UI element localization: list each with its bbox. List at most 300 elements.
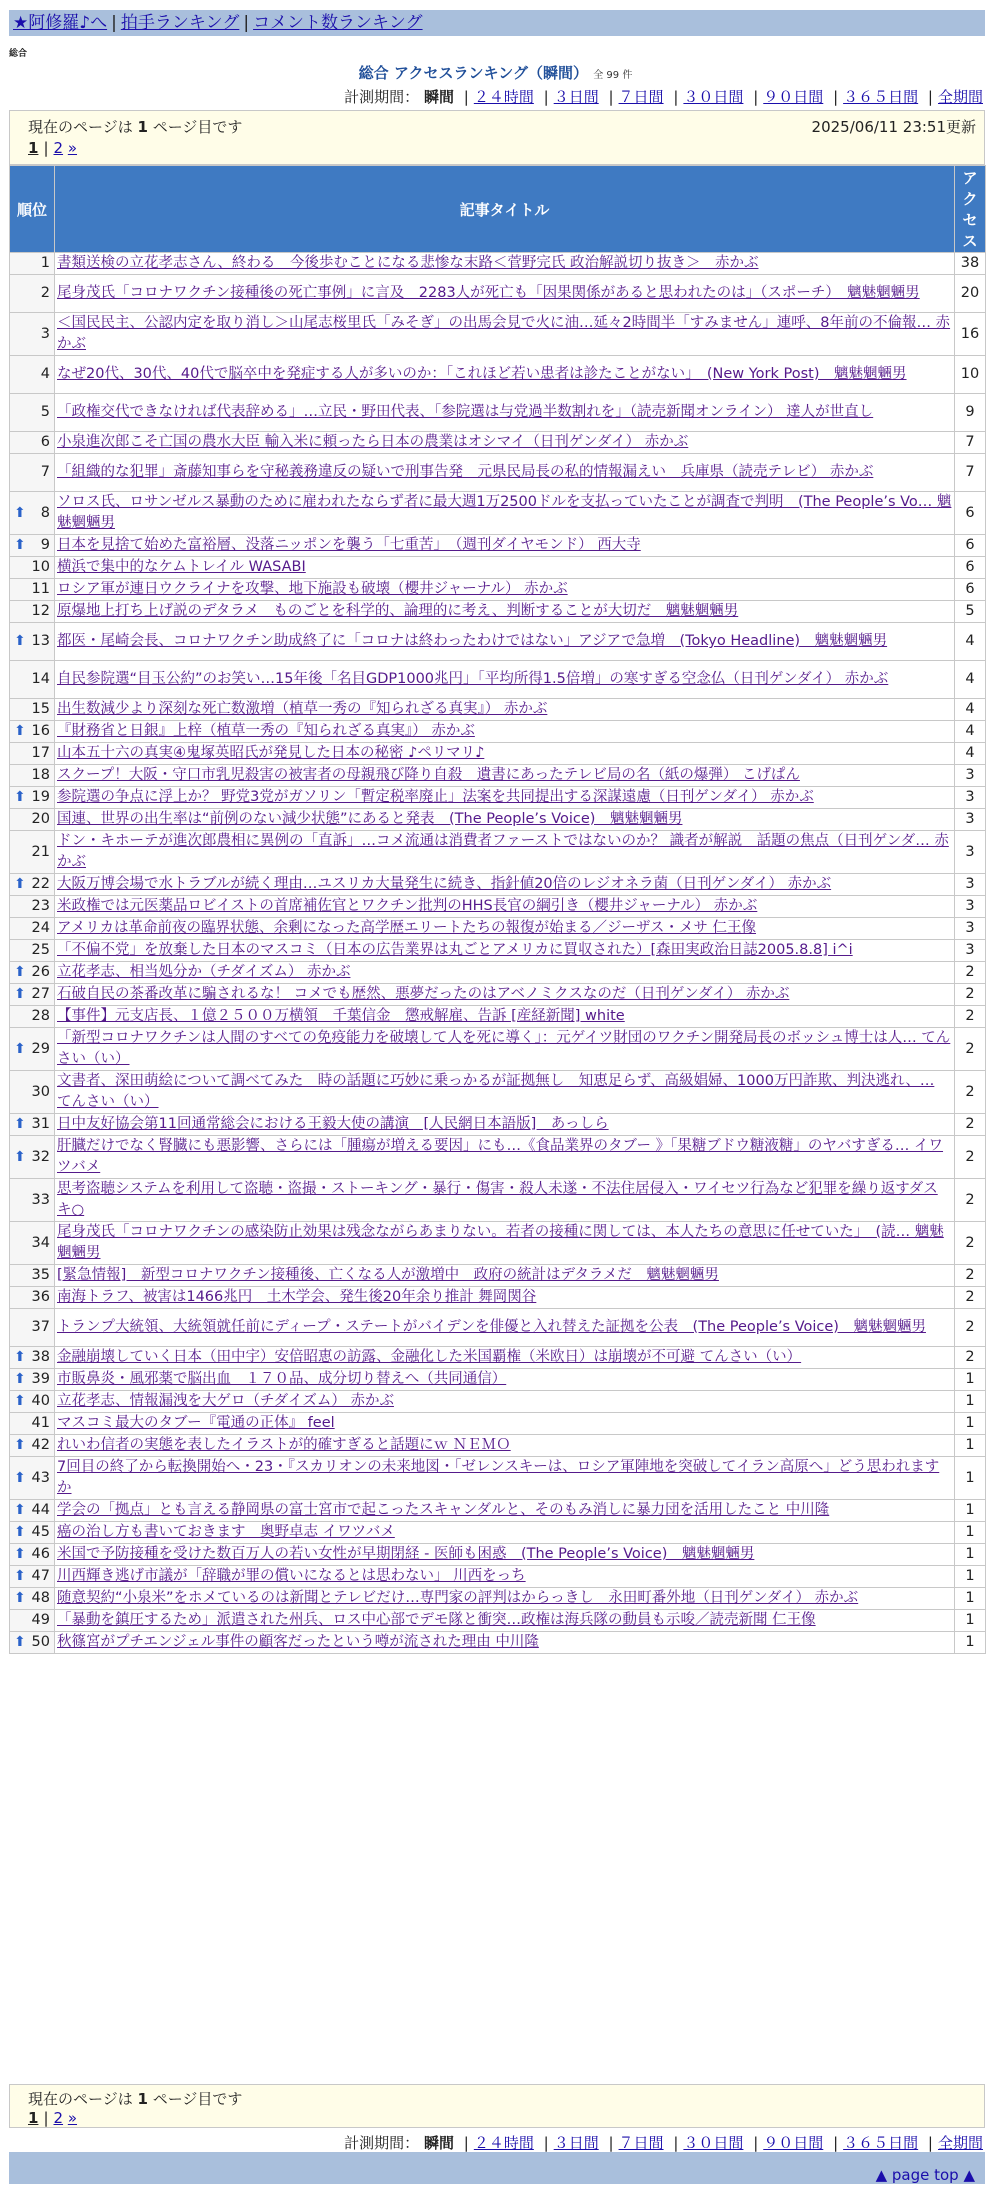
column-header-access: アクセス [955, 166, 986, 253]
table-row [10, 1265, 986, 1287]
access-count: 2 [955, 962, 986, 984]
table-row [10, 962, 986, 984]
article-title-link[interactable]: 市販鼻炎・風邪薬で脳出血 １７０品、成分切り替えへ（共同通信） [57, 1371, 507, 1387]
table-row [10, 1071, 986, 1114]
title-cell [55, 253, 955, 275]
title-cell [55, 962, 955, 984]
article-title-link[interactable]: 石破自民の茶番改革に騙されるな！ コメでも歴然、悪夢だったのはアベノミクスなのだ（日刊ゲンダイ） 赤かぶ [57, 986, 790, 1002]
article-title-link[interactable]: ロシア軍が連日ウクライナを攻撃、地下施設も破壊（櫻井ジャーナル） 赤かぶ [57, 581, 568, 597]
title-cell [55, 721, 955, 743]
rank-number: 15 [31, 701, 50, 717]
title-cell [55, 1028, 955, 1071]
updated-timestamp: 2025/06/11 23:51更新 [811, 118, 976, 136]
rank-number: 38 [31, 1349, 50, 1365]
article-title-link[interactable]: なぜ20代、30代、40代で脳卒中を発症する人が多いのか：「これほど若い患者は診たことがない」 (New York Post) 魑魅魍魎男 [57, 366, 907, 382]
rank-cell [10, 535, 55, 557]
access-count: 4 [955, 623, 986, 661]
rank-number: 18 [31, 767, 50, 783]
rank-number: 11 [31, 581, 50, 597]
table-row [10, 1028, 986, 1071]
page-top-link[interactable]: ▲ page top ▲ [875, 2166, 975, 2184]
article-title-link[interactable]: 書類送検の立花孝志さん、終わる 今後歩むことになる悲惨な末路＜菅野完氏 政治解説切り抜き＞ 赤かぶ [57, 255, 759, 271]
table-row [10, 984, 986, 1006]
article-title-link[interactable]: ドン・キホーテが進次郎農相に異例の「直訴」…コメ流通は消費者ファーストではないのか？ 識者が解説 話題の焦点（日刊ゲンダ… 赤かぶ [57, 833, 949, 870]
rank-cell [10, 1588, 55, 1610]
title-cell [55, 454, 955, 492]
article-title-link[interactable]: 文書者、深田萌絵について調べてみた 時の話題に巧妙に乗っかるが証拠無し 知恵足らず、高級娼婦、1000万円詐欺、判決逃れ、… てんさい（い） [57, 1073, 935, 1110]
column-header-rank: 順位 [10, 166, 55, 253]
table-row [10, 661, 986, 699]
article-title-link[interactable]: 国連、世界の出生率は“前例のない減少状態”にあると発表 (The People’s Voice) 魑魅魍魎男 [57, 811, 683, 827]
rank-cell [10, 1500, 55, 1522]
article-title-link[interactable]: 「政権交代できなければ代表辞める」…立民・野田代表、「参院選は与党過半数割れを」（読売新聞オンライン） 達人が世直し [57, 404, 874, 420]
rank-number: 26 [31, 964, 50, 980]
rank-number: 32 [31, 1148, 50, 1165]
current-page-info-bottom [28, 2088, 242, 2109]
pager-next-link[interactable]: » [67, 139, 78, 157]
rank-cell [10, 1610, 55, 1632]
title-cell [55, 432, 955, 454]
access-count: 1 [955, 1500, 986, 1522]
rank-number: 27 [31, 986, 50, 1002]
table-row [10, 1369, 986, 1391]
table-row [10, 831, 986, 874]
page-info-prefix: 現在のページは [28, 118, 133, 136]
nav-link-comment-ranking[interactable]: コメント数ランキング [253, 13, 423, 33]
rank-number: 17 [31, 745, 50, 761]
article-title-link[interactable]: 南海トラフ、被害は1466兆円 土木学会、発生後20年余り推計 舞岡関谷 [57, 1289, 537, 1305]
rank-up-arrow-icon: ⬆ [14, 1349, 26, 1365]
rank-cell [10, 1028, 55, 1071]
title-cell [55, 1287, 955, 1309]
article-title-link[interactable]: [緊急情報] 新型コロナワクチン接種後、亡くなる人が激増中 政府の統計はデタラメだ 魑魅魍魎男 [57, 1267, 719, 1283]
table-row [10, 1544, 986, 1566]
title-cell [55, 601, 955, 623]
title-cell [55, 661, 955, 699]
rank-number: 48 [31, 1590, 50, 1606]
access-count: 3 [955, 918, 986, 940]
rank-cell [10, 1309, 55, 1347]
access-count: 2 [955, 1309, 986, 1347]
rank-number: 34 [31, 1234, 50, 1251]
access-count: 20 [955, 275, 986, 313]
pager-next-link[interactable]: » [67, 2109, 78, 2127]
rank-number: 43 [31, 1469, 50, 1486]
rank-cell [10, 394, 55, 432]
rank-up-arrow-icon: ⬆ [14, 876, 26, 892]
title-cell [55, 1309, 955, 1347]
period-option-30d[interactable]: ３０日間 [683, 2134, 744, 2152]
table-row [10, 492, 986, 535]
rank-number: 2 [40, 285, 50, 301]
article-title-link[interactable]: 米国で予防接種を受けた数百万人の若い女性が早期閉経 - 医師も困惑 (The People’s Voice) 魑魅魍魎男 [57, 1546, 755, 1562]
table-row [10, 275, 986, 313]
rank-up-arrow-icon: ⬆ [14, 1116, 26, 1132]
title-cell [55, 535, 955, 557]
rank-cell [10, 1071, 55, 1114]
rank-up-arrow-icon: ⬆ [14, 1590, 26, 1606]
access-count: 5 [955, 601, 986, 623]
title-cell [55, 1136, 955, 1179]
access-count: 2 [955, 1136, 986, 1179]
article-title-link[interactable]: 癌の治し方も書いておきます 奥野卓志 イワツバメ [57, 1524, 395, 1540]
table-row [10, 1435, 986, 1457]
access-count: 3 [955, 874, 986, 896]
rank-cell [10, 984, 55, 1006]
period-selector-top: 計測期間： 瞬間 | ２４時間 | ３日間 | ７日間 | ３０日間 | ９０日間 | ３６５日間 | 全期間 [344, 88, 983, 106]
access-count: 7 [955, 454, 986, 492]
nav-link-clap-ranking[interactable]: 拍手ランキング [120, 13, 240, 33]
rank-number: 19 [31, 789, 50, 805]
rank-number: 39 [31, 1371, 50, 1387]
title-cell [55, 1369, 955, 1391]
title-cell [55, 1522, 955, 1544]
title-cell [55, 1222, 955, 1265]
access-count: 4 [955, 661, 986, 699]
title-cell [55, 918, 955, 940]
rank-up-arrow-icon: ⬆ [14, 1371, 26, 1387]
access-count: 2 [955, 1028, 986, 1071]
table-header-row [10, 166, 986, 253]
rank-cell [10, 1544, 55, 1566]
access-count: 2 [955, 1347, 986, 1369]
article-title-link[interactable]: 金融崩壊していく日本（田中宇）安倍昭恵の訪露、金融化した米国覇権（米欧日）は崩壊が不可避 てんさい（い） [57, 1349, 802, 1365]
period-option-7d[interactable]: ７日間 [618, 2134, 664, 2152]
access-count: 38 [955, 253, 986, 275]
nav-separator: | [111, 13, 117, 33]
table-row [10, 1610, 986, 1632]
title-cell [55, 874, 955, 896]
page-info-suffix: ページ目です [152, 2090, 243, 2108]
access-count: 1 [955, 1632, 986, 1654]
table-row [10, 809, 986, 831]
rank-cell [10, 1347, 55, 1369]
rank-cell [10, 579, 55, 601]
pager-bottom: 1 | 2 » [28, 2109, 78, 2127]
title-cell [55, 1391, 955, 1413]
access-count: 1 [955, 1391, 986, 1413]
access-count: 1 [955, 1413, 986, 1435]
article-title-link[interactable]: 「新型コロナワクチンは人間のすべての免疫能力を破壊して人を死に導く」：元ゲイツ財団のワクチン開発局長のボッシュ博士は人… てんさい（い） [57, 1030, 951, 1067]
article-title-link[interactable]: スクープ！大阪・守口市乳児殺害の被害者の母親飛び降り自殺 遺書にあったテレビ局の名（紙の爆弾） こげぱん [57, 767, 800, 783]
period-option-3d[interactable]: ３日間 [553, 88, 599, 106]
title-cell [55, 275, 955, 313]
access-count: 1 [955, 1435, 986, 1457]
rank-up-arrow-icon: ⬆ [14, 633, 26, 649]
rank-cell [10, 831, 55, 874]
rank-cell [10, 896, 55, 918]
rank-cell [10, 940, 55, 962]
page-info-suffix: ページ目です [152, 118, 243, 136]
access-count: 4 [955, 721, 986, 743]
rank-cell [10, 623, 55, 661]
page-title-text: 総合 アクセスランキング（瞬間） [358, 64, 588, 82]
article-title-link[interactable]: 日本を見捨て始めた富裕層、没落ニッポンを襲う「七重苦」 （週刊ダイヤモンド） 西大寺 [57, 537, 641, 553]
rank-number: 30 [31, 1083, 50, 1100]
access-count: 2 [955, 1114, 986, 1136]
table-row [10, 1391, 986, 1413]
period-label: 計測期間： [344, 88, 420, 106]
access-count: 7 [955, 432, 986, 454]
rank-number: 6 [40, 434, 50, 450]
article-title-link[interactable]: れいわ信者の実態を表したイラストが的確すぎると話題にｗ ＮＥＭＯ [57, 1437, 511, 1453]
title-cell [55, 1179, 955, 1222]
access-count: 1 [955, 1369, 986, 1391]
article-title-link[interactable]: 川西輝き逃げ市議が「辞職が罪の償いになるとは思わない」 川西をっち [57, 1568, 526, 1584]
column-header-title: 記事タイトル [55, 166, 955, 253]
rank-number: 29 [31, 1040, 50, 1057]
article-title-link[interactable]: 出生数減少より深刻な死亡数激増（植草一秀の『知られざる真実』） 赤かぶ [57, 701, 548, 717]
title-cell [55, 1071, 955, 1114]
rank-number: 9 [40, 537, 50, 553]
article-title-link[interactable]: ＜国民民主、公認内定を取り消し＞山尾志桜里氏「みそぎ」の出馬会見で火に油…延々2時間半「すみません」連呼、8年前の不倫報… 赤かぶ [57, 315, 951, 352]
article-title-link[interactable]: 「不偏不党」を放棄した日本のマスコミ（日本の広告業界は丸ごとアメリカに買収された）[森田実政治日誌2005.8.8] i^i [57, 942, 853, 958]
title-cell [55, 765, 955, 787]
rank-cell [10, 1369, 55, 1391]
rank-cell [10, 1435, 55, 1457]
table-row [10, 1632, 986, 1654]
article-title-link[interactable]: マスコミ最大のタブー『電通の正体』 feel [57, 1415, 335, 1431]
article-title-link[interactable]: 都医・尾崎会長、コロナワクチン助成終了に「コロナは終わったわけではない」アジアで急増 (Tokyo Headline) 魑魅魍魎男 [57, 633, 888, 649]
rank-number: 35 [31, 1267, 50, 1283]
article-title-link[interactable]: 尾身茂氏「コロナワクチンの感染防止効果は残念ながらあまりない。若者の接種に関しては、本人たちの意思に任せていた」 (読… 魑魅魍魎男 [57, 1224, 944, 1261]
rank-number: 23 [31, 898, 50, 914]
rank-number: 21 [31, 843, 50, 860]
period-option-all[interactable]: 全期間 [937, 2134, 983, 2152]
table-row [10, 1457, 986, 1500]
access-count: 1 [955, 1588, 986, 1610]
pager-page-2[interactable]: 2 [53, 139, 64, 157]
article-title-link[interactable]: 「組織的な犯罪」斎藤知事らを守秘義務違反の疑いで刑事告発 元県民局長の私的情報漏えい 兵庫県（読売テレビ） 赤かぶ [57, 464, 874, 480]
rank-cell [10, 1632, 55, 1654]
article-title-link[interactable]: 思考盗聴システムを利用して盗聴・盗撮・ストーキング・暴行・傷害・殺人未遂・不法住居侵入・ワイセツ行為など犯罪を繰り返すダスキ○ [57, 1181, 938, 1218]
table-row [10, 1114, 986, 1136]
title-cell [55, 1544, 955, 1566]
title-cell [55, 579, 955, 601]
item-count: 全 99 件 [593, 70, 633, 81]
rank-cell [10, 1522, 55, 1544]
access-count: 2 [955, 1287, 986, 1309]
nav-link-asyura[interactable]: ★阿修羅♪へ [13, 13, 108, 33]
period-option-30d[interactable]: ３０日間 [683, 88, 744, 106]
rank-up-arrow-icon: ⬆ [14, 1393, 26, 1409]
access-count: 1 [955, 1522, 986, 1544]
rank-number: 1 [40, 255, 50, 271]
page-title [0, 62, 991, 83]
access-count: 2 [955, 1222, 986, 1265]
table-row [10, 721, 986, 743]
access-count: 3 [955, 831, 986, 874]
article-title-link[interactable]: 尾身茂氏「コロナワクチン接種後の死亡事例」に言及 2283人が死亡も「因果関係があると思われたのは」（スポーチ） 魑魅魍魎男 [57, 285, 920, 301]
table-row [10, 1588, 986, 1610]
ranking-table [9, 165, 986, 1654]
rank-number: 50 [31, 1634, 50, 1650]
rank-number: 25 [31, 942, 50, 958]
article-title-link[interactable]: 日中友好協会第11回通常総会における王毅大使の講演 [人民網日本語版] あっしら [57, 1116, 609, 1132]
article-title-link[interactable]: アメリカは革命前夜の臨界状態、余剰になった高学歴エリートたちの報復が始まる／ジーザス・メサ 仁王像 [57, 920, 757, 936]
article-title-link[interactable]: トランプ大統領、大統領就任前にディープ・ステートがバイデンを俳優と入れ替えた証拠を公表 (The People’s Voice) 魑魅魍魎男 [57, 1319, 926, 1335]
title-cell [55, 557, 955, 579]
article-title-link[interactable]: ソロス氏、ロサンゼルス暴動のために雇われたならず者に最大週1万2500ドルを支払っていたことが調査で判明 (The People’s Vo… 魑魅魍魎男 [57, 494, 952, 531]
article-title-link[interactable]: 7回目の終了から転換開始へ・23・『スカリオンの未来地図・「ゼレンスキーは、ロシア軍陣地を突破してイラン高原へ」どう思われますか [57, 1459, 940, 1496]
rank-cell [10, 918, 55, 940]
rank-number: 12 [31, 603, 50, 619]
top-nav-bar [9, 10, 985, 36]
article-title-link[interactable]: 原爆地上打ち上げ説のデタラメ ものごとを科学的、論理的に考え、判断することが大切だ 魑魅魍魎男 [57, 603, 739, 619]
rank-up-arrow-icon: ⬆ [14, 1634, 26, 1650]
article-title-link[interactable]: 米政権では元医薬品ロビイストの首席補佐官とワクチン批判のHHS長官の綱引き（櫻井ジャーナル） 赤かぶ [57, 898, 758, 914]
table-row [10, 454, 986, 492]
rank-cell [10, 432, 55, 454]
rank-up-arrow-icon: ⬆ [14, 1568, 26, 1584]
title-cell [55, 313, 955, 356]
rank-cell [10, 492, 55, 535]
access-count: 4 [955, 743, 986, 765]
period-option-24h[interactable]: ２４時間 [473, 2134, 534, 2152]
table-row [10, 394, 986, 432]
rank-cell [10, 809, 55, 831]
rank-number: 33 [31, 1191, 50, 1208]
rank-cell [10, 874, 55, 896]
table-row [10, 356, 986, 394]
title-cell [55, 1114, 955, 1136]
title-cell [55, 1632, 955, 1654]
rank-cell [10, 661, 55, 699]
rank-number: 40 [31, 1393, 50, 1409]
article-title-link[interactable]: 秋篠宮がプチエンジェル事件の顧客だったという噂が流された理由 中川隆 [57, 1634, 539, 1650]
period-option-90d[interactable]: ９０日間 [763, 2134, 824, 2152]
table-row [10, 1500, 986, 1522]
title-cell [55, 831, 955, 874]
page-info-top [9, 110, 985, 165]
access-count: 10 [955, 356, 986, 394]
article-title-link[interactable]: 【事件】元支店長、１億２５００万横領 千葉信金 懲戒解雇、告訴 [産経新聞] white [57, 1008, 625, 1024]
pager-current-page: 1 [28, 2109, 39, 2127]
article-title-link[interactable]: 学会の「拠点」とも言える静岡県の富士宮市で起こったスキャンダルと、そのもみ消しに暴力団を活用したこと 中川隆 [57, 1502, 830, 1518]
rank-up-arrow-icon: ⬆ [14, 537, 26, 553]
rank-up-arrow-icon: ⬆ [14, 504, 26, 521]
article-title-link[interactable]: 参院選の争点に浮上か？ 野党3党がガソリン「暫定税率廃止」法案を共同提出する深謀遠慮（日刊ゲンダイ） 赤かぶ [57, 789, 814, 805]
period-option-365d[interactable]: ３６５日間 [843, 88, 919, 106]
article-title-link[interactable]: 肝臓だけでなく腎臓にも悪影響、さらには「腫瘍が増える要因」にも…《食品業界のタブー 》「果糖ブドウ糖液糖」のヤバすぎる… イワツバメ [57, 1138, 944, 1175]
rank-cell [10, 356, 55, 394]
table-row [10, 1136, 986, 1179]
rank-up-arrow-icon: ⬆ [14, 986, 26, 1002]
table-row [10, 1309, 986, 1347]
rank-number: 4 [40, 366, 50, 382]
article-title-link[interactable]: 自民参院選“目玉公約”のお笑い…15年後「名目GDP1000兆円」「平均所得1.5倍増」の寒すぎる空念仏（日刊ゲンダイ） 赤かぶ [57, 671, 889, 687]
access-count: 2 [955, 1179, 986, 1222]
table-row [10, 253, 986, 275]
access-count: 6 [955, 535, 986, 557]
title-cell [55, 394, 955, 432]
pager-page-2[interactable]: 2 [53, 2109, 64, 2127]
rank-cell [10, 721, 55, 743]
table-row [10, 918, 986, 940]
page-info-prefix: 現在のページは [28, 2090, 133, 2108]
title-cell [55, 787, 955, 809]
rank-number: 24 [31, 920, 50, 936]
table-row [10, 1287, 986, 1309]
page-info-bottom [9, 2084, 985, 2128]
title-cell [55, 940, 955, 962]
rank-number: 37 [31, 1319, 50, 1335]
article-title-link[interactable]: 立花孝志、相当処分か（チダイズム） 赤かぶ [57, 964, 351, 980]
title-cell [55, 1347, 955, 1369]
period-option-365d[interactable]: ３６５日間 [843, 2134, 919, 2152]
article-title-link[interactable]: 『財務省と日銀』上梓（植草一秀の『知られざる真実』） 赤かぶ [57, 723, 475, 739]
article-title-link[interactable]: 小泉進次郎こそ亡国の農水大臣 輸入米に頼ったら日本の農業はオシマイ（日刊ゲンダイ） 赤かぶ [57, 434, 689, 450]
period-option-3d[interactable]: ３日間 [553, 2134, 599, 2152]
table-row [10, 432, 986, 454]
table-row [10, 1006, 986, 1028]
table-row [10, 874, 986, 896]
rank-number: 8 [40, 504, 50, 521]
title-cell [55, 743, 955, 765]
table-row [10, 940, 986, 962]
rank-number: 20 [31, 811, 50, 827]
rank-number: 49 [31, 1612, 50, 1628]
article-title-link[interactable]: 立花孝志、情報漏洩を大ゲロ（チダイズム） 赤かぶ [57, 1393, 394, 1409]
table-row [10, 1522, 986, 1544]
rank-up-arrow-icon: ⬆ [14, 964, 26, 980]
table-row [10, 535, 986, 557]
table-row [10, 313, 986, 356]
period-option-90d[interactable]: ９０日間 [763, 88, 824, 106]
table-row [10, 743, 986, 765]
pager-top: 1 | 2 » [28, 139, 78, 157]
title-cell [55, 1588, 955, 1610]
title-cell [55, 699, 955, 721]
title-cell [55, 1413, 955, 1435]
title-cell [55, 492, 955, 535]
title-cell [55, 1566, 955, 1588]
rank-up-arrow-icon: ⬆ [14, 1524, 26, 1540]
article-title-link[interactable]: 横浜で集中的なケムトレイル WASABI [57, 559, 306, 575]
period-selector-bottom: 計測期間： 瞬間 | ２４時間 | ３日間 | ７日間 | ３０日間 | ９０日間 | ３６５日間 | 全期間 [344, 2134, 983, 2152]
table-row [10, 1566, 986, 1588]
article-title-link[interactable]: 大阪万博会場で水トラブルが続く理由…ユスリカ大量発生に続き、指針値20倍のレジオネラ菌（日刊ゲンダイ） 赤かぶ [57, 876, 832, 892]
period-label: 計測期間： [344, 2134, 420, 2152]
article-title-link[interactable]: 随意契約“小泉米”をホメているのは新聞とテレビだけ…専門家の評判はからっきし 永田町番外地（日刊ゲンダイ） 赤かぶ [57, 1590, 859, 1606]
title-cell [55, 1265, 955, 1287]
access-count: 6 [955, 557, 986, 579]
page-info-number: 1 [137, 118, 148, 136]
ranking-body [10, 253, 986, 1654]
article-title-link[interactable]: 「暴動を鎮圧するため」派遣された州兵、ロス中心部でデモ隊と衝突…政権は海兵隊の動員も示唆／読売新聞 仁王像 [57, 1612, 816, 1628]
title-cell [55, 1500, 955, 1522]
period-current: 瞬間 [423, 88, 454, 106]
rank-cell [10, 454, 55, 492]
access-count: 16 [955, 313, 986, 356]
rank-up-arrow-icon: ⬆ [14, 1502, 26, 1518]
current-page-info [28, 116, 242, 137]
rank-number: 47 [31, 1568, 50, 1584]
rank-cell [10, 1179, 55, 1222]
rank-number: 41 [31, 1415, 50, 1431]
rank-number: 7 [40, 464, 50, 480]
period-option-24h[interactable]: ２４時間 [473, 88, 534, 106]
access-count: 1 [955, 1457, 986, 1500]
title-cell [55, 1006, 955, 1028]
article-title-link[interactable]: 山本五十六の真実④鬼塚英昭氏が発見した日本の秘密 ♪ペリマリ♪ [57, 745, 485, 761]
period-option-7d[interactable]: ７日間 [618, 88, 664, 106]
title-cell [55, 896, 955, 918]
rank-number: 16 [31, 723, 50, 739]
rank-number: 5 [40, 404, 50, 420]
access-count: 1 [955, 1566, 986, 1588]
period-option-all[interactable]: 全期間 [937, 88, 983, 106]
